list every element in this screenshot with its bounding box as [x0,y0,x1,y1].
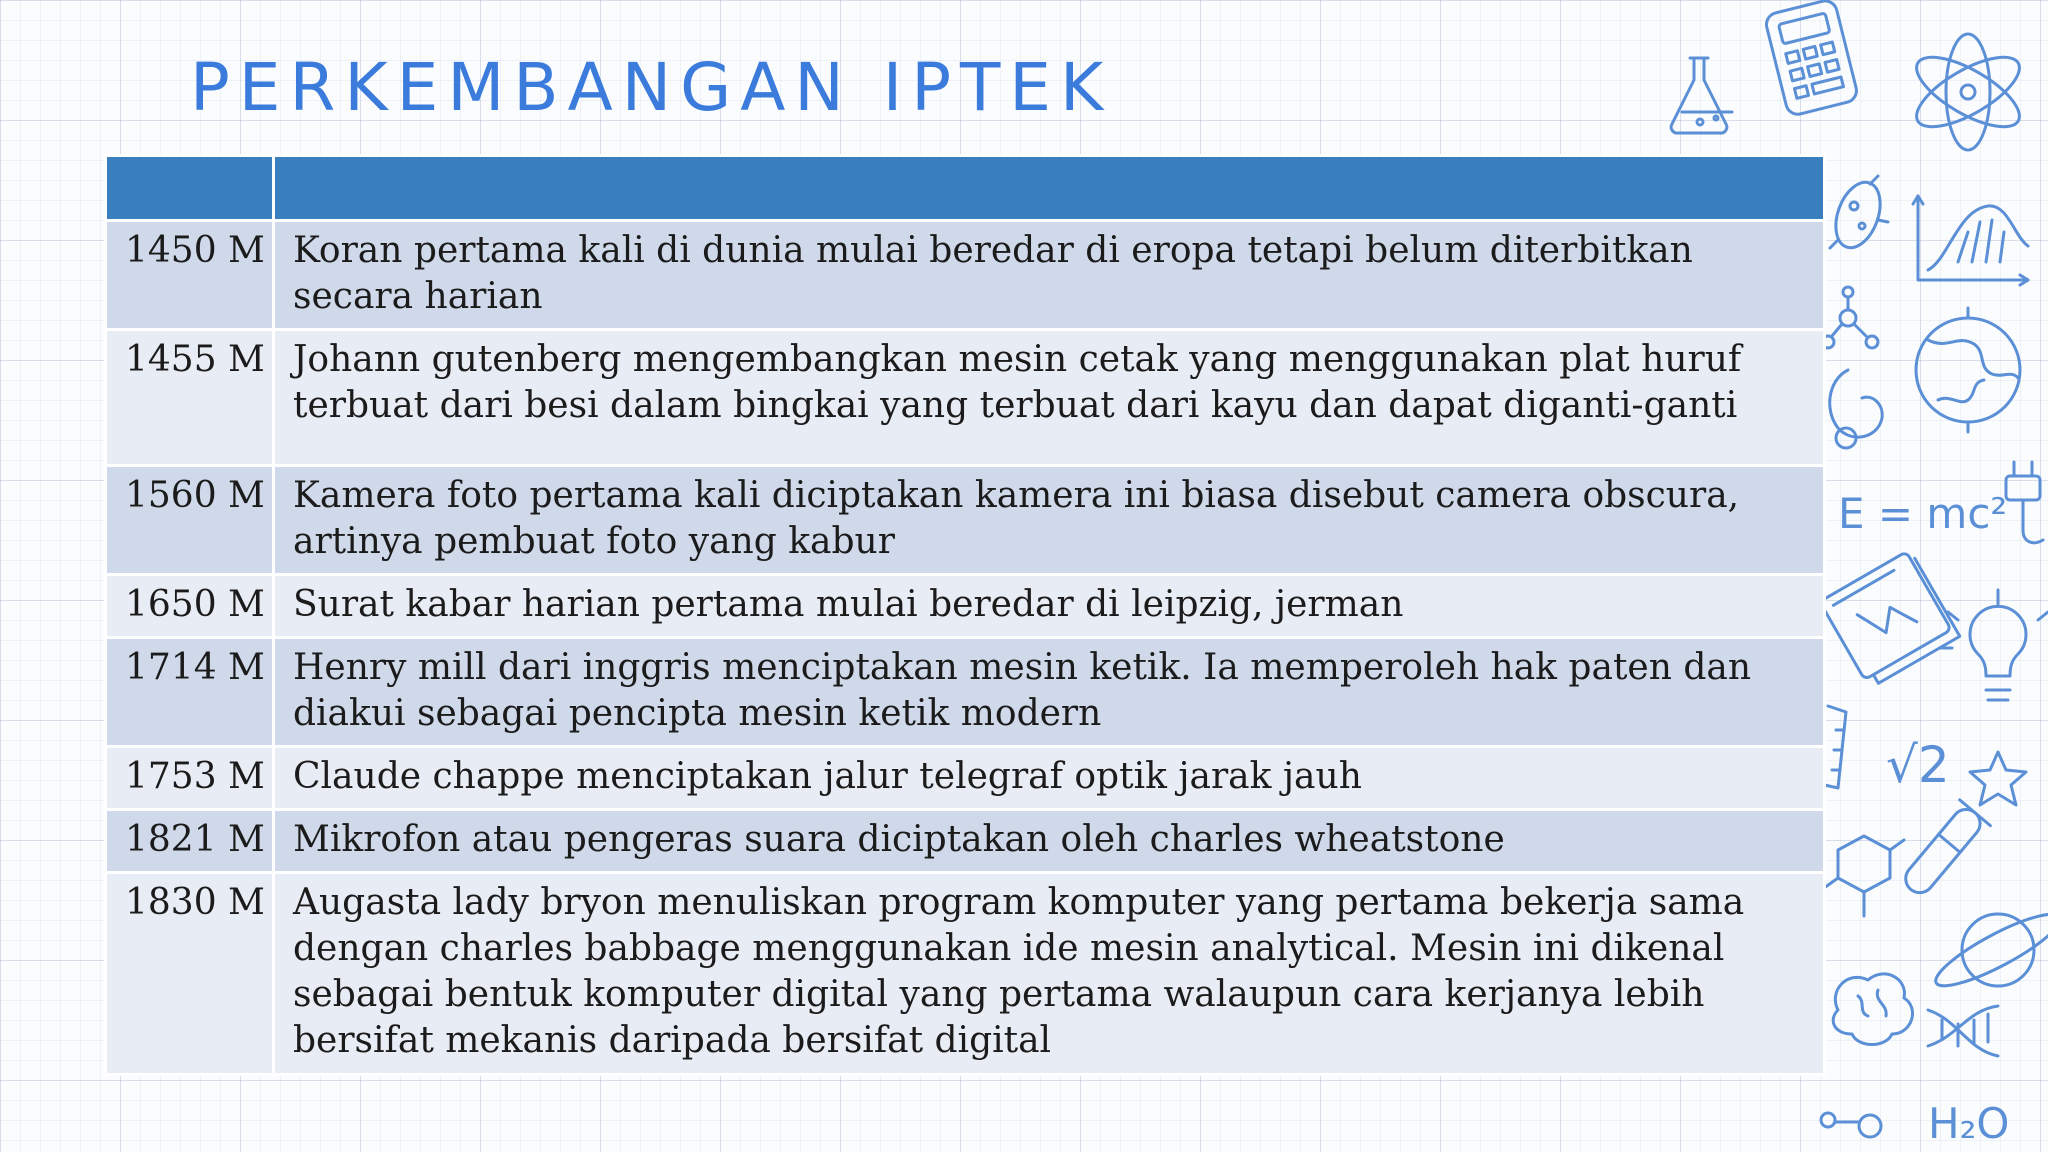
event-cell: Claude chappe menciptakan jalur telegraf optik jarak jauh [274,747,1825,810]
year-cell: 1450 M [106,221,274,330]
event-cell: Henry mill dari inggris menciptakan mesin ketik. Ia memperoleh hak paten dan diakui sebagai pencipta mesin ketik modern [274,638,1825,747]
formula-icon: E = mc² [1838,489,2008,538]
event-cell: Mikrofon atau pengeras suara diciptakan oleh charles wheatstone [274,810,1825,873]
table-row [106,221,1825,330]
gear-icon [1830,370,1883,448]
event-cell: Koran pertama kali di dunia mulai beredar di eropa tetapi belum diterbitkan secara harian [274,221,1825,330]
table-row [106,330,1825,466]
year-cell: 1455 M [106,330,274,466]
year-cell: 1714 M [106,638,274,747]
year-cell: 1560 M [106,466,274,575]
table-row [106,466,1825,575]
lightbulb-icon [1940,590,2048,700]
atom-icon [1907,34,2029,150]
table-row [106,747,1825,810]
planet-icon [1929,903,2048,997]
molecule-icon-2 [1824,836,1904,916]
science-doodles [1818,0,2048,1152]
header-cell-year [106,156,274,221]
slide-title: PERKEMBANGAN IPTEK [190,49,1113,126]
year-cell: 1821 M [106,810,274,873]
table-row [106,873,1825,1075]
brain-icon [1833,974,1912,1045]
flask-icon [1671,58,1732,133]
event-cell: Johann gutenberg mengembangkan mesin cetak yang menggunakan plat huruf terbuat dari besi dalam bingkai yang terbuat dari kayu dan dapat diganti-ganti [274,330,1825,466]
plug-icon [2006,462,2043,543]
header-cell-event [274,156,1825,221]
water-formula-icon: H₂O [1928,1099,2010,1148]
event-cell: Kamera foto pertama kali diciptakan kamera ini biasa disebut camera obscura, artinya pembuat foto yang kabur [274,466,1825,575]
book-icon [1820,550,1960,689]
table-row [106,638,1825,747]
table-header-row [106,156,1825,221]
table-row [106,810,1825,873]
dna-icon [1928,1006,1998,1056]
chain-icon [1821,1113,1881,1137]
year-cell: 1830 M [106,873,274,1075]
event-cell: Augasta lady bryon menuliskan program komputer yang pertama bekerja sama dengan charles babbage menggunakan ide mesin analytical. Mesin ini dikenal sebagai bentuk komputer digital yang pertama walaupun cara kerjanya lebih bersifat mekanis daripada bersifat digital [274,873,1825,1075]
sqrt-icon: √2 [1886,736,1950,794]
year-cell: 1650 M [106,575,274,638]
timeline-table [104,154,1826,1076]
molecule-icon [1822,287,1878,348]
table-row [106,575,1825,638]
test-tube-icon [1895,800,1990,902]
graph-icon [1913,196,2028,285]
year-cell: 1753 M [106,747,274,810]
star-icon [1970,752,2026,805]
bacteria-icon [1828,176,1889,254]
globe-icon [1916,308,2020,432]
event-cell: Surat kabar harian pertama mulai beredar di leipzig, jerman [274,575,1825,638]
